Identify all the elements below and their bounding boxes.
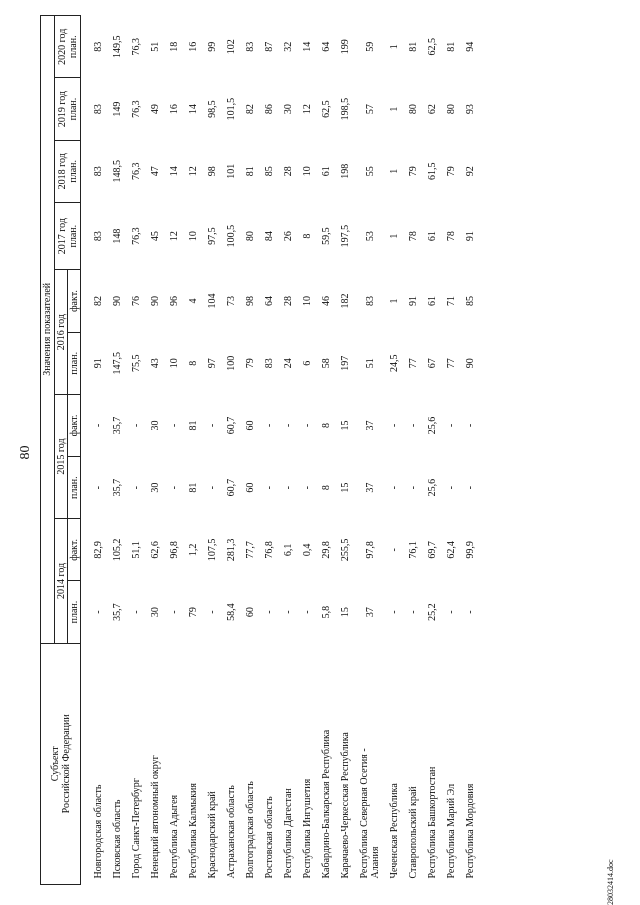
value-cell: 87: [264, 41, 275, 52]
value-cell: 12: [302, 104, 313, 115]
value-cell: 78: [408, 231, 419, 242]
value-cell: -: [389, 610, 400, 614]
value-cell: 1: [389, 168, 400, 174]
value-cell: 82: [93, 296, 104, 307]
value-cell: 79: [408, 166, 419, 177]
region-name: Республика Марий Эл: [446, 783, 457, 879]
value-cell: 197: [340, 355, 351, 371]
value-cell: -: [264, 610, 275, 614]
value-cell: 77: [446, 358, 457, 369]
value-cell: -: [207, 423, 218, 428]
value-cell: 16: [169, 104, 180, 115]
value-cell: 1: [389, 298, 400, 304]
indicators-table: [40, 15, 480, 885]
value-cell: 99: [207, 41, 218, 52]
value-cell: 76,3: [131, 100, 142, 118]
table-row: [241, 16, 260, 885]
value-cell: 30: [150, 420, 161, 431]
value-cell: 77,7: [245, 541, 256, 559]
year-header: 2018 год план.: [55, 140, 81, 202]
value-cell: 5,8: [321, 605, 332, 619]
value-cell: 98: [207, 166, 218, 177]
value-cell: 83: [264, 358, 275, 369]
value-cell: 79: [188, 607, 199, 618]
value-cell: 149: [112, 101, 123, 117]
value-cell: 102: [226, 39, 237, 55]
value-cell: 76,3: [131, 37, 142, 56]
value-cell: -: [93, 485, 104, 490]
value-cell: 100,5: [226, 224, 237, 248]
value-cell: 61: [427, 231, 438, 242]
region-name: Республика Северная Осетия - Алания: [359, 748, 381, 879]
value-cell: 8: [321, 485, 332, 491]
table-header: [41, 16, 81, 885]
value-cell: 77: [408, 358, 419, 369]
value-cell: 60: [245, 420, 256, 431]
value-cell: 6: [302, 360, 313, 366]
table-row: [81, 16, 109, 885]
value-cell: 76,1: [408, 541, 419, 559]
value-cell: 15: [340, 482, 351, 493]
value-cell: 8: [188, 360, 199, 366]
value-cell: 62,5: [427, 37, 438, 56]
value-cell: 47: [150, 166, 161, 177]
table-row: [298, 16, 317, 885]
value-cell: 82,9: [93, 541, 104, 559]
region-name: Республика Башкортостан: [427, 766, 438, 879]
value-cell: -: [446, 610, 457, 614]
table-row: [385, 16, 404, 885]
value-cell: 61,5: [427, 162, 438, 181]
value-cell: 51: [364, 358, 376, 369]
value-cell: 98,5: [207, 100, 218, 118]
table-row: [442, 16, 461, 885]
region-name: Ненецкий автономный округ: [150, 755, 161, 879]
value-cell: 81: [188, 420, 199, 431]
region-name: Волгоградская область: [245, 781, 256, 879]
subject-header: Субъект Российской Федерации: [41, 643, 81, 884]
value-cell: -: [264, 485, 275, 490]
value-cell: 60,7: [226, 416, 237, 435]
value-cell: 96: [169, 296, 180, 307]
value-cell: 1: [389, 106, 400, 112]
value-cell: 149,5: [112, 35, 123, 58]
region-name: Республика Дагестан: [283, 788, 294, 879]
region-name: Республика Адыгея: [169, 794, 180, 879]
table-row: [203, 16, 222, 885]
value-cell: 10: [169, 358, 180, 369]
region-name: Ставропольский край: [408, 786, 419, 879]
value-cell: 90: [150, 296, 161, 307]
value-cell: 37: [364, 607, 376, 618]
region-name: Новгородская область: [93, 784, 104, 879]
region-name: Карачаево-Черкесская Республика: [340, 732, 351, 879]
fact-header: факт.: [68, 270, 81, 332]
value-cell: 83: [93, 166, 104, 177]
value-cell: 97: [207, 358, 218, 369]
value-cell: 1,2: [188, 543, 199, 557]
value-cell: 30: [283, 104, 294, 115]
value-cell: 86: [264, 104, 275, 115]
value-cell: 10: [302, 166, 313, 177]
table-row: [184, 16, 203, 885]
value-cell: 24,5: [389, 354, 400, 372]
year-header: 2019 год план.: [55, 78, 81, 140]
value-cell: -: [446, 423, 457, 428]
value-cell: 104: [207, 293, 218, 309]
value-cell: -: [207, 610, 218, 614]
table-row: [146, 16, 165, 885]
value-cell: 14: [188, 104, 199, 115]
value-cell: 85: [264, 166, 275, 177]
value-cell: 100: [226, 355, 237, 371]
page-number: 80: [18, 445, 33, 460]
region-name: Чеченская Республика: [389, 783, 400, 879]
value-cell: 73: [226, 296, 237, 307]
value-cell: -: [131, 610, 142, 614]
table-row: [423, 16, 442, 885]
table-row: [336, 16, 355, 885]
value-cell: 71: [446, 296, 457, 307]
value-cell: 80: [245, 231, 256, 242]
value-cell: -: [389, 423, 400, 428]
value-cell: 81: [188, 482, 199, 493]
value-cell: 255,5: [340, 538, 351, 562]
value-cell: -: [408, 610, 419, 614]
value-cell: -: [302, 423, 313, 428]
value-cell: 8: [321, 422, 332, 428]
region-name: Республика Калмыкия: [188, 782, 199, 879]
value-cell: 53: [364, 231, 376, 242]
value-cell: 98: [245, 296, 256, 307]
value-cell: 76,3: [131, 162, 142, 181]
value-cell: 60: [245, 482, 256, 493]
value-cell: -: [207, 485, 218, 490]
value-cell: 16: [188, 41, 199, 52]
value-cell: 78: [446, 231, 457, 242]
value-cell: 90: [112, 296, 123, 307]
value-cell: 4: [188, 298, 199, 304]
value-cell: -: [408, 423, 419, 428]
value-cell: 8: [302, 233, 313, 239]
value-cell: -: [131, 423, 142, 428]
value-cell: 49: [150, 104, 161, 115]
value-cell: -: [446, 485, 457, 490]
value-cell: 51: [150, 41, 161, 52]
value-cell: 92: [465, 166, 476, 177]
table-row: [127, 16, 146, 885]
value-cell: 81: [245, 166, 256, 177]
value-cell: 96,8: [169, 541, 180, 559]
plan-header: план.: [68, 457, 81, 519]
value-cell: -: [131, 485, 142, 490]
value-cell: 81: [446, 41, 457, 52]
plan-header: план.: [68, 332, 81, 394]
value-cell: 14: [302, 41, 313, 52]
value-cell: 82: [245, 104, 256, 115]
value-cell: 76,8: [264, 541, 275, 559]
value-cell: 101: [226, 163, 237, 179]
value-cell: 10: [188, 231, 199, 242]
value-cell: 83: [93, 231, 104, 242]
value-cell: 97,8: [364, 541, 376, 559]
value-cell: -: [283, 485, 294, 490]
value-cell: 91: [465, 231, 476, 242]
value-cell: 25,6: [427, 416, 438, 435]
value-cell: 69,7: [427, 541, 438, 559]
value-cell: 59,5: [321, 227, 332, 245]
value-cell: -: [283, 423, 294, 428]
value-cell: 28: [283, 166, 294, 177]
value-cell: 105,2: [112, 538, 123, 562]
value-cell: 60,7: [226, 478, 237, 497]
value-cell: 199: [340, 39, 351, 55]
value-cell: 91: [408, 296, 419, 307]
table-body: [81, 16, 481, 885]
value-cell: 32: [283, 41, 294, 52]
value-cell: -: [408, 485, 419, 490]
value-cell: 97,5: [207, 227, 218, 245]
value-cell: 61: [427, 296, 438, 307]
value-cell: 1: [389, 233, 400, 239]
value-cell: 25,2: [427, 603, 438, 621]
value-cell: 58,4: [226, 603, 237, 621]
region-name: Краснодарский край: [207, 791, 218, 879]
table-row: [108, 16, 127, 885]
table-row: [165, 16, 184, 885]
value-cell: 6,1: [283, 543, 294, 557]
value-cell: 80: [408, 104, 419, 115]
value-cell: 0,4: [302, 543, 313, 557]
value-cell: -: [465, 610, 476, 614]
fact-header: факт.: [68, 519, 81, 581]
value-cell: 62,5: [321, 100, 332, 118]
value-cell: -: [283, 610, 294, 614]
region-name: Астраханская область: [226, 785, 237, 879]
year-header: 2017 год план.: [55, 202, 81, 270]
value-cell: 35,7: [112, 416, 123, 435]
value-cell: 107,5: [207, 538, 218, 562]
value-cell: -: [389, 548, 400, 552]
value-cell: 62,6: [150, 541, 161, 559]
value-cell: 83: [364, 296, 376, 307]
value-cell: 101,5: [226, 97, 237, 121]
document-id: 28032414.doc: [606, 859, 615, 905]
value-cell: 91: [93, 358, 104, 369]
value-cell: 55: [364, 166, 376, 177]
year-header: 2016 год: [55, 270, 68, 394]
value-cell: 10: [302, 296, 313, 307]
region-name: Город Санкт-Петербург: [131, 778, 142, 879]
table-row: [260, 16, 279, 885]
value-cell: 198: [340, 163, 351, 179]
table-row: [222, 16, 241, 885]
value-cell: 67: [427, 358, 438, 369]
value-cell: 147,5: [112, 352, 123, 375]
table-row: [279, 16, 298, 885]
value-cell: 76: [131, 296, 142, 307]
value-cell: 18: [169, 41, 180, 52]
value-cell: 51,1: [131, 541, 142, 559]
value-cell: 94: [465, 41, 476, 52]
value-cell: 12: [188, 166, 199, 177]
value-cell: 60: [245, 607, 256, 618]
region-name: Псковская область: [112, 799, 123, 879]
value-cell: 37: [364, 482, 376, 493]
value-cell: -: [169, 610, 180, 614]
value-cell: 37: [364, 420, 376, 431]
value-cell: -: [169, 485, 180, 490]
value-cell: -: [302, 485, 313, 490]
region-name: Республика Ингушетия: [302, 778, 313, 879]
region-name: Республика Мордовия: [465, 783, 476, 879]
table-row: [461, 16, 480, 885]
value-cell: 29,8: [321, 541, 332, 559]
value-cell: 81: [408, 41, 419, 52]
value-cell: 281,3: [226, 538, 237, 562]
value-cell: 83: [93, 104, 104, 115]
value-cell: 45: [150, 231, 161, 242]
value-cell: 25,6: [427, 478, 438, 497]
value-cell: 1: [389, 44, 400, 50]
value-cell: 197,5: [340, 224, 351, 248]
value-cell: 84: [264, 231, 275, 242]
value-cell: 90: [465, 358, 476, 369]
plan-header: план.: [68, 581, 81, 643]
value-cell: 24: [283, 358, 294, 369]
value-cell: 12: [169, 231, 180, 242]
table-row: [355, 16, 385, 885]
value-cell: 99,9: [465, 541, 476, 559]
value-cell: 62,4: [446, 541, 457, 559]
fact-header: факт.: [68, 394, 81, 456]
value-cell: 15: [340, 607, 351, 618]
value-cell: 35,7: [112, 478, 123, 497]
value-cell: 64: [321, 41, 332, 52]
value-cell: 80: [446, 104, 457, 115]
value-cell: 83: [93, 41, 104, 52]
year-header: 2015 год: [55, 394, 68, 518]
year-header: 2020 год план.: [55, 16, 81, 78]
region-name: Ростовская область: [264, 796, 275, 879]
value-cell: 26: [283, 231, 294, 242]
value-cell: -: [302, 610, 313, 614]
value-cell: 43: [150, 358, 161, 369]
value-cell: 198,5: [340, 97, 351, 121]
value-cell: -: [169, 423, 180, 428]
value-cell: 64: [264, 296, 275, 307]
value-cell: -: [264, 423, 275, 428]
value-cell: 59: [364, 41, 376, 52]
value-cell: 28: [283, 296, 294, 307]
value-cell: 61: [321, 166, 332, 177]
value-cell: 79: [446, 166, 457, 177]
value-cell: -: [93, 423, 104, 428]
value-cell: 83: [245, 41, 256, 52]
table-row: [404, 16, 423, 885]
value-cell: 15: [340, 420, 351, 431]
value-cell: 57: [364, 104, 376, 115]
region-name: Кабардино-Балкарская Республика: [321, 729, 332, 879]
value-cell: 30: [150, 607, 161, 618]
value-cell: 14: [169, 166, 180, 177]
value-cell: 148: [112, 228, 123, 244]
value-cell: 93: [465, 104, 476, 115]
value-cell: 79: [245, 358, 256, 369]
value-cell: 75,5: [131, 354, 142, 372]
value-cell: -: [93, 610, 104, 614]
value-cell: -: [465, 423, 476, 428]
value-cell: -: [389, 485, 400, 490]
value-cell: 62: [427, 104, 438, 115]
year-header: 2014 год: [55, 519, 68, 643]
value-cell: 76,3: [131, 227, 142, 245]
value-cell: 85: [465, 296, 476, 307]
value-cell: -: [465, 485, 476, 490]
value-cell: 58: [321, 358, 332, 369]
value-cell: 35,7: [112, 603, 123, 621]
value-cell: 46: [321, 296, 332, 307]
values-header: Значения показателей: [41, 16, 55, 644]
table-row: [317, 16, 336, 885]
value-cell: 182: [340, 293, 351, 309]
value-cell: 30: [150, 482, 161, 493]
value-cell: 148,5: [112, 160, 123, 183]
